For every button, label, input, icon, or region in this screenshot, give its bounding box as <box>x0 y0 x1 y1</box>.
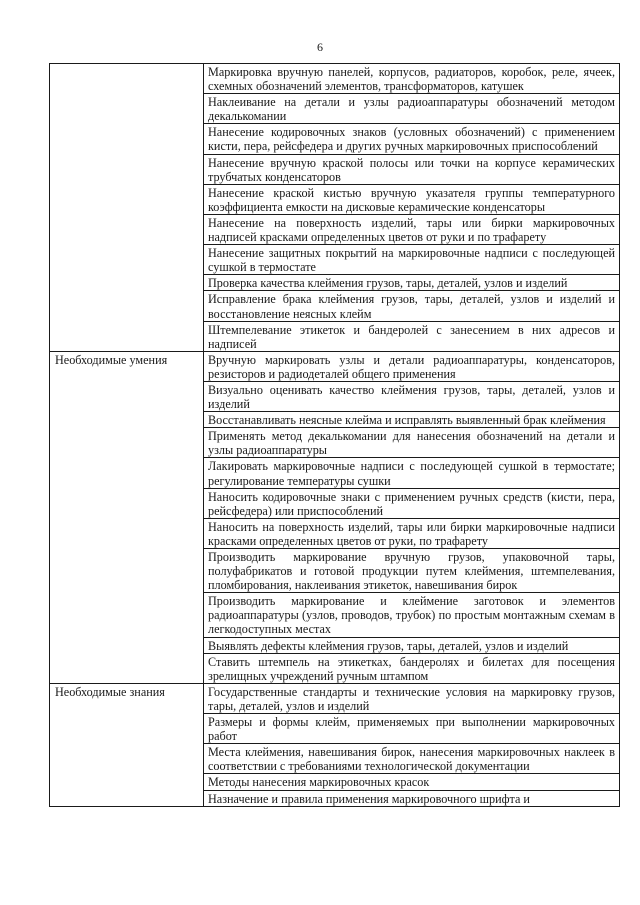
list-item: Ставить штемпель на этикетках, бандеролях и билетах для посещения зрелищных учреждений ручным штампом <box>208 654 615 683</box>
list-item: Наносить кодировочные знаки с применением ручных средств (кисти, пера, рейсфедера) или приспособлений <box>204 489 619 519</box>
table-row-required-knowledge <box>50 683 620 806</box>
list-item: Выявлять дефекты клеймения грузов, тары, деталей, узлов и изделий <box>204 638 619 654</box>
requirements-table <box>49 63 620 807</box>
row-content <box>204 64 620 352</box>
list-item: Производить маркирование вручную грузов, упаковочной тары, полуфабрикатов и готовой продукции путем клеймения, штемпелевания, пломбирования, наклеивания этикеток, навешивания бирок <box>204 549 619 593</box>
list-item: Наносить на поверхность изделий, тары или бирки маркировочные надписи красками определенных цветов от руки, по трафарету <box>204 519 619 549</box>
list-item: Назначение и правила применения маркировочного шрифта и <box>208 791 530 806</box>
table-row-labor-actions <box>50 64 620 352</box>
list-item: Лакировать маркировочные надписи с последующей сушкой в термостате; регулирование температуры сушки <box>204 458 619 488</box>
list-item: Нанесение на поверхность изделий, тары или бирки маркировочных надписей красками определенных цветов от руки и по трафарету <box>204 215 619 245</box>
list-item: Применять метод декалькомании для нанесения обозначений на детали и узлы радиоаппаратуры <box>204 428 619 458</box>
list-item: Исправление брака клеймения грузов, тары, деталей, узлов и изделий и восстановление неясных клейм <box>204 291 619 321</box>
row-label: Необходимые знания <box>50 683 204 806</box>
list-item: Производить маркирование и клеймение заготовок и элементов радиоаппаратуры (узлов, проводов, трубок) по простым монтажным схемам в легкодоступных местах <box>204 593 619 637</box>
page-number: 6 <box>317 40 323 54</box>
list-item: Восстанавливать неясные клейма и исправлять выявленный брак клеймения <box>204 412 619 428</box>
list-item: Нанесение защитных покрытий на маркировочные надписи с последующей сушкой в термостате <box>204 245 619 275</box>
row-label <box>50 64 204 352</box>
list-item: Визуально оценивать качество клеймения грузов, тары, деталей, узлов и изделий <box>204 382 619 412</box>
list-item: Маркировка вручную панелей, корпусов, радиаторов, коробок, реле, ячеек, схемных обозначений элементов, трансформаторов, катушек <box>204 64 619 94</box>
list-item: Государственные стандарты и технические условия на маркировку грузов, тары, деталей, узлов и изделий <box>204 684 619 714</box>
list-item: Размеры и формы клейм, применяемых при выполнении маркировочных работ <box>204 714 619 744</box>
list-item: Нанесение вручную краской полосы или точки на корпусе керамических трубчатых конденсаторов <box>204 155 619 185</box>
list-item: Наклеивание на детали и узлы радиоаппаратуры обозначений методом декалькомании <box>204 94 619 124</box>
row-content <box>204 683 620 806</box>
row-content <box>204 351 620 683</box>
list-item: Места клеймения, навешивания бирок, нанесения маркировочных наклеек в соответствии с требованиями технологической документации <box>204 744 619 774</box>
list-item: Вручную маркировать узлы и детали радиоаппаратуры, конденсаторов, резисторов и радиодеталей общего применения <box>204 352 619 382</box>
row-label: Необходимые умения <box>50 351 204 683</box>
list-item: Проверка качества клеймения грузов, тары, деталей, узлов и изделий <box>204 275 619 291</box>
table-row-required-skills <box>50 351 620 683</box>
list-item: Нанесение кодировочных знаков (условных обозначений) с применением кисти, пера, рейсфедера и других ручных маркировочных приспособлений <box>204 124 619 154</box>
list-item: Нанесение краской кистью вручную указателя группы температурного коэффициента емкости на дисковые керамические конденсаторы <box>204 185 619 215</box>
list-item: Методы нанесения маркировочных красок <box>204 774 619 790</box>
list-item: Штемпелевание этикеток и бандеролей с занесением в них адресов и надписей <box>208 322 615 351</box>
